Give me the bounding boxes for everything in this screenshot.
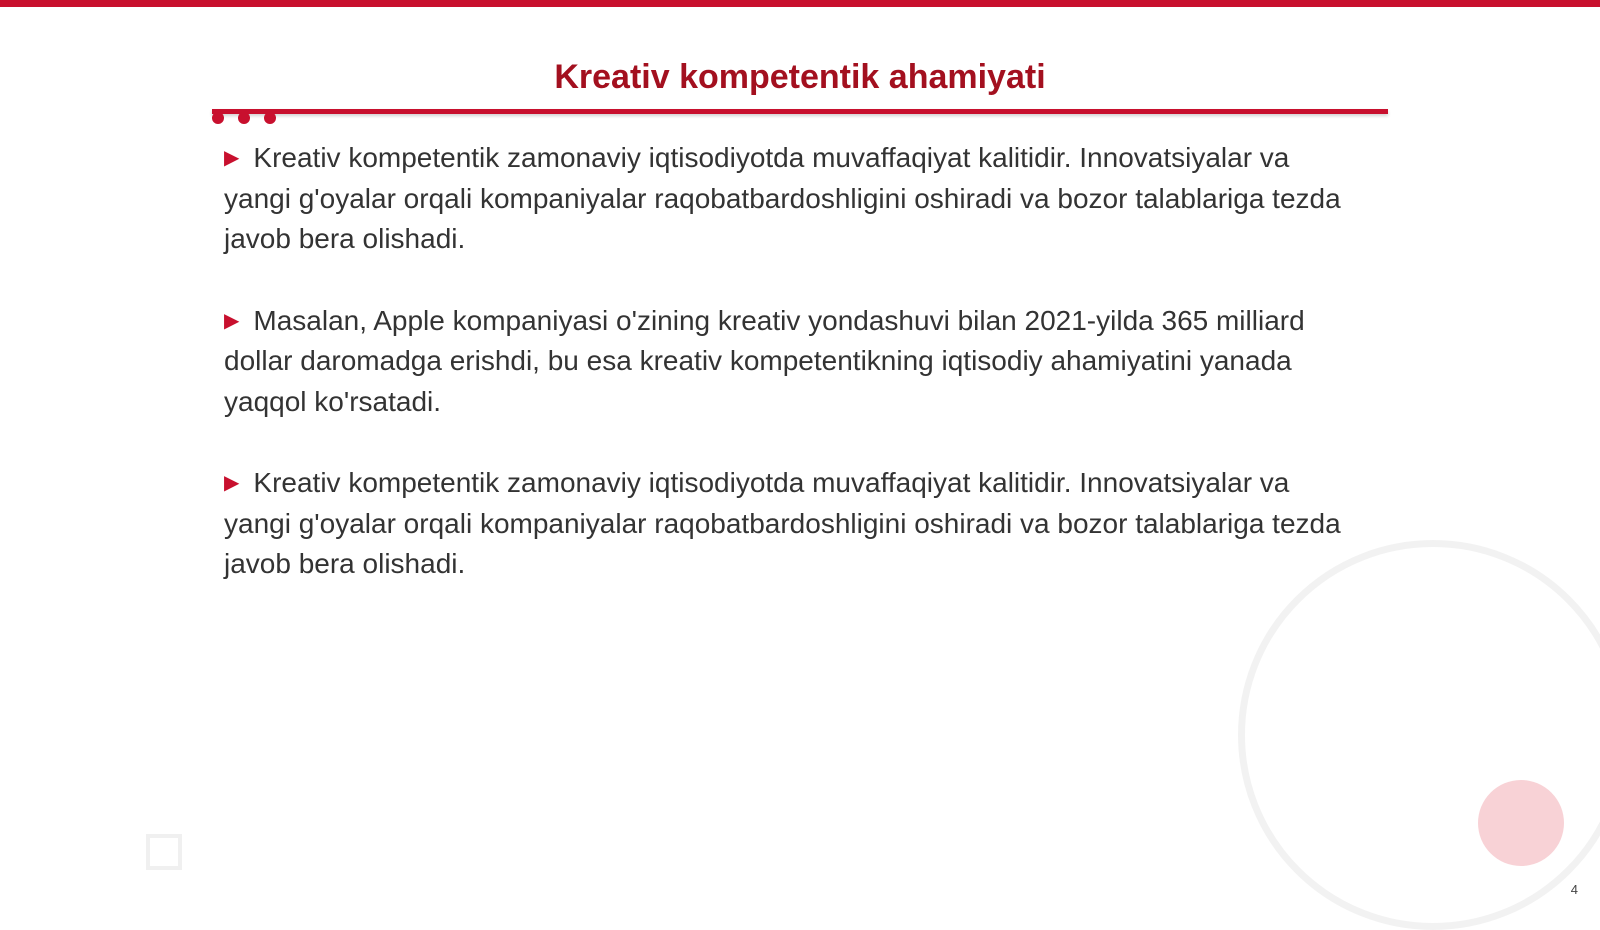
bullet-list [224,138,1364,626]
bullet-item [224,138,1364,260]
triangle-right-icon: ▶ [224,472,240,494]
bullet-item [224,301,1364,423]
decorative-dot-2 [238,112,250,124]
bullet-text: Kreativ kompetentik zamonaviy iqtisodiyotda muvaffaqiyat kalitidir. Innovatsiyalar va yangi g'oyalar orqali kompaniyalar raqobatbardoshligini oshiradi va bozor talablariga tezda javob bera olishadi. [224,467,1341,579]
decorative-circle-outline [1238,540,1600,930]
decorative-dot-1 [212,112,224,124]
title-underline [212,109,1388,114]
decorative-square-outline [146,834,182,870]
triangle-right-icon: ▶ [224,309,240,332]
decorative-dot-3 [264,112,276,124]
bullet-text: Kreativ kompetentik zamonaviy iqtisodiyotda muvaffaqiyat kalitidir. Innovatsiyalar va yangi g'oyalar orqali kompaniyalar raqobatbardoshligini oshiradi va bozor talablariga tezda javob bera olishadi. [224,142,1341,254]
bullet-text: Masalan, Apple kompaniyasi o'zining kreativ yondashuvi bilan 2021-yilda 365 milliard dollar daromadga erishdi, bu esa kreativ kompetentikning iqtisodiy ahamiyatini yanada yaqqol ko'rsatadi. [224,304,1305,417]
top-accent-bar [0,0,1600,7]
triangle-right-icon: ▶ [224,147,240,169]
bullet-item [224,463,1364,585]
page-number: 4 [1570,882,1578,897]
slide-title: Kreativ kompetentik ahamiyati [554,58,1046,96]
decorative-circle-pink [1478,780,1564,866]
